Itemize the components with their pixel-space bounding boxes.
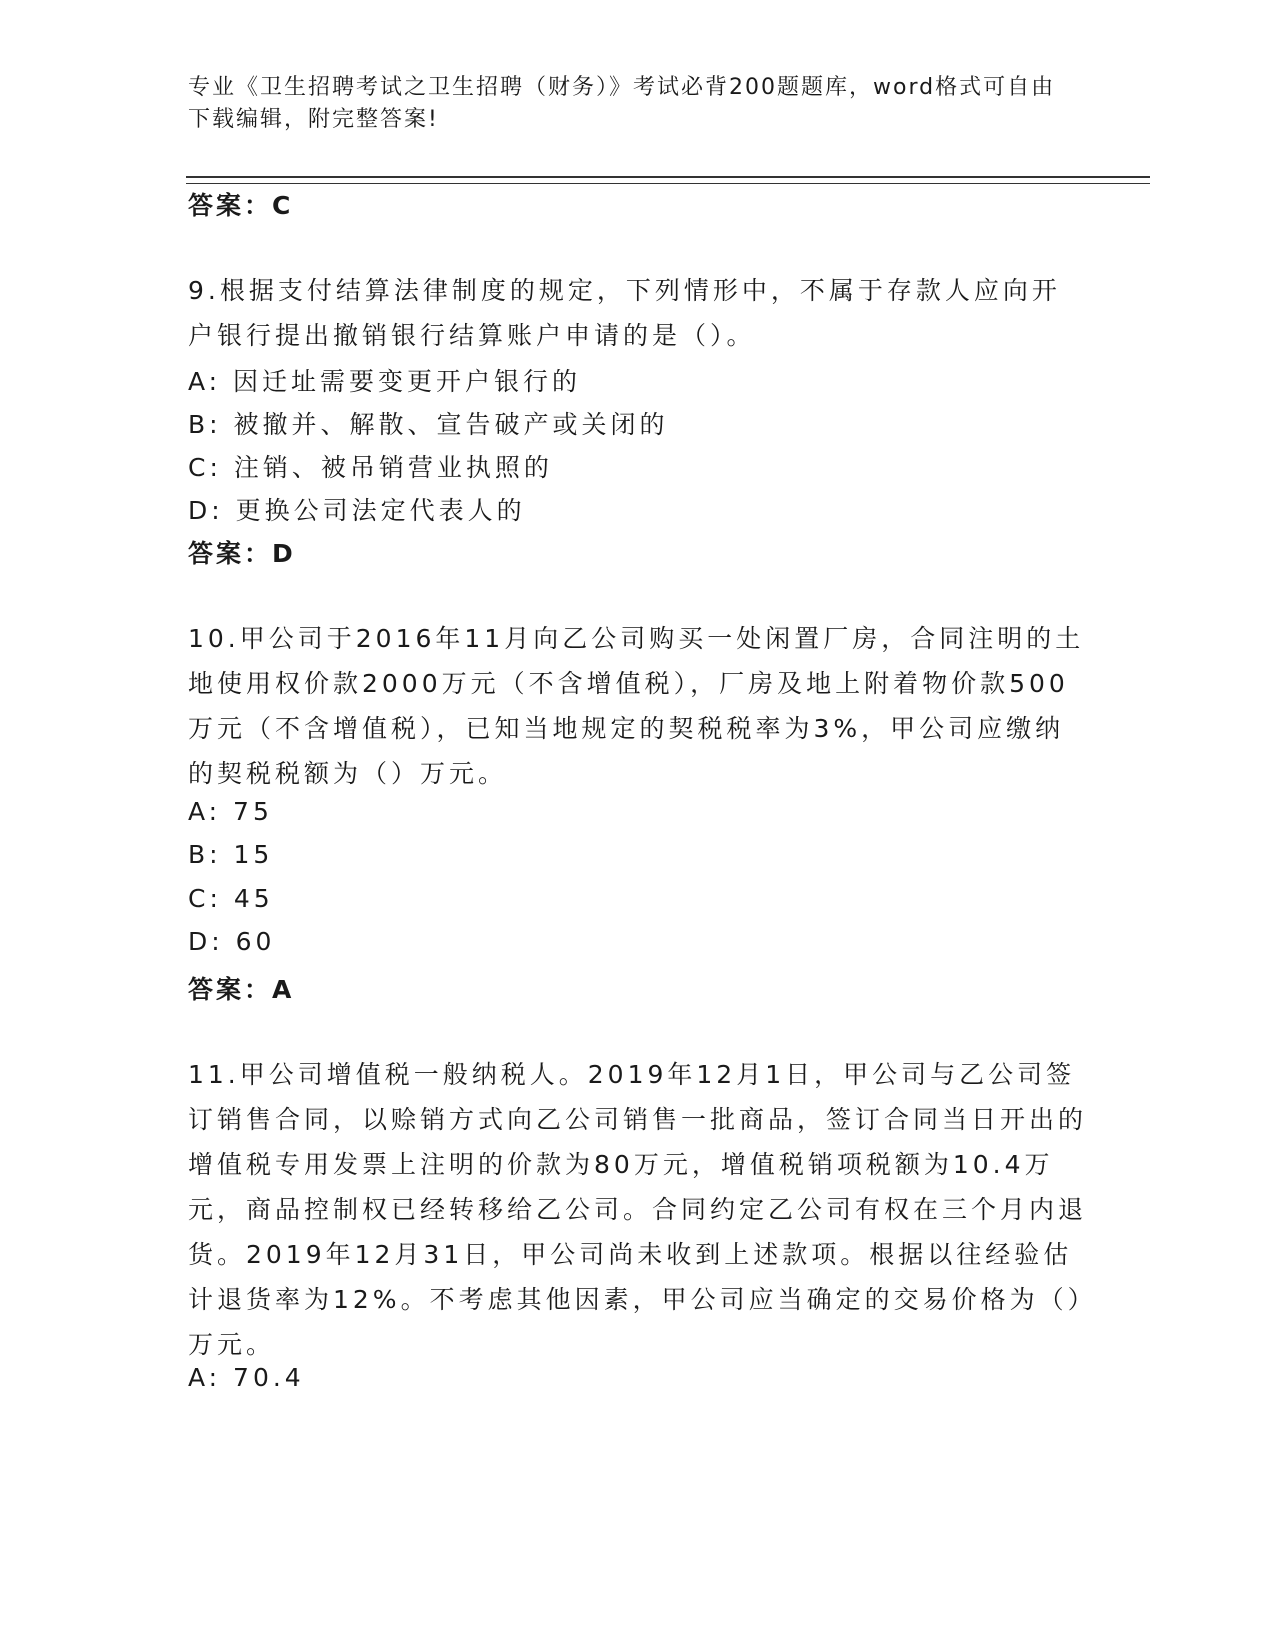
q9-stem: 9.根据支付结算法律制度的规定，下列情形中，不属于存款人应向开户银行提出撤销银行结算账户申请的是（）。 xyxy=(188,276,1061,350)
q11-option-a: A: 70.4 xyxy=(188,1363,305,1392)
q10-answer: 答案：A xyxy=(188,975,295,1004)
q9-option-c: C: 注销、被吊销营业执照的 xyxy=(188,453,553,482)
q10-option-d: D: 60 xyxy=(188,927,276,956)
q9-option-a: A: 因迁址需要变更开户银行的 xyxy=(188,367,582,396)
q10-stem: 10.甲公司于2016年11月向乙公司购买一处闲置厂房，合同注明的土地使用权价款2000万元（不含增值税），厂房及地上附着物价款500万元（不含增值税），已知当地规定的契税税率为3%，甲公司应缴纳的契税税额为（）万元。 xyxy=(188,624,1085,788)
q10-option-a: A: 75 xyxy=(188,797,273,826)
header-divider xyxy=(186,176,1150,184)
q10-option-c: C: 45 xyxy=(188,884,274,913)
document-header: 专业《卫生招聘考试之卫生招聘（财务）》考试必背200题题库，word格式可自由下载编辑，附完整答案! xyxy=(188,75,1056,132)
q9-option-b: B: 被撤并、解散、宣告破产或关闭的 xyxy=(188,410,669,439)
q8-answer: 答案：C xyxy=(188,191,294,220)
q9-answer: 答案：D xyxy=(188,539,296,568)
q10-option-b: B: 15 xyxy=(188,840,274,869)
q11-stem: 11.甲公司增值税一般纳税人。2019年12月1日，甲公司与乙公司签订销售合同，以赊销方式向乙公司销售一批商品，签订合同当日开出的增值税专用发票上注明的价款为80万元，增值税销项税额为10.4万元，商品控制权已经转移给乙公司。合同约定乙公司有权在三个月内退货。2019年12月31日，甲公司尚未收到上述款项。根据以往经验估计退货率为12%。不考虑其他因素，甲公司应当确定的交易价格为（）万元。 xyxy=(188,1060,1088,1359)
q9-option-d: D: 更换公司法定代表人的 xyxy=(188,496,526,525)
